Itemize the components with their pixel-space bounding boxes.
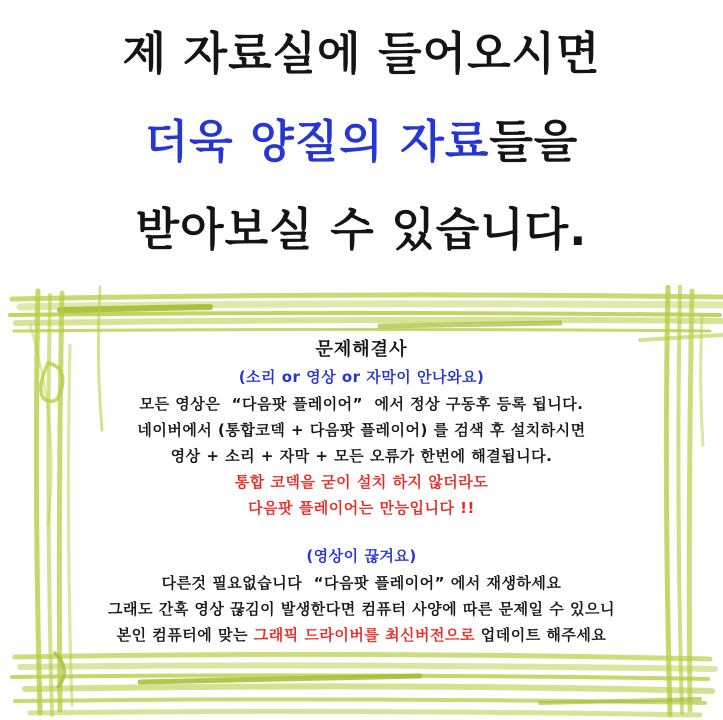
section2-line-3-after: 업데이트 해주세요 xyxy=(475,626,607,644)
troubleshooter-text xyxy=(0,336,723,648)
section2-line-3-red: 그래픽 드라이버를 최신버전으로 xyxy=(253,626,476,644)
section1-heading: (소리 or 영상 or 자막이 안나와요) xyxy=(238,368,485,386)
section-gap xyxy=(0,521,723,543)
header-line-3: 받아보실 수 있습니다. xyxy=(135,203,588,256)
header-line-2-rest: 들을 xyxy=(489,115,579,168)
section1-line-3: 영상 + 소리 + 자막 + 모든 오류가 한번에 해결됩니다. xyxy=(170,447,553,465)
troubleshooter-panel xyxy=(0,285,723,720)
troubleshooter-title: 문제해결사 xyxy=(315,339,408,360)
header-line-2 xyxy=(0,98,723,186)
section2-line-3-before: 본인 컴퓨터에 맞는 xyxy=(116,626,254,644)
section2-line-3 xyxy=(0,622,723,648)
section2-line-2: 그래도 간혹 영상 끊김이 발생한다면 컴퓨터 사양에 따른 문제일 수 있으니 xyxy=(108,600,615,618)
header-message xyxy=(0,10,723,274)
section2-heading: (영상이 끊겨요) xyxy=(306,547,417,565)
header-line-2-highlight: 더욱 양질의 자료 xyxy=(144,115,490,168)
section1-red-line-1: 통합 코덱을 굳이 설치 하지 않더라도 xyxy=(234,473,489,491)
section1-line-1: 모든 영상은 “다음팟 플레이어” 에서 정상 구동후 등록 됩니다. xyxy=(139,395,584,413)
section1-red-line-2: 다음팟 플레이어는 만능입니다 !! xyxy=(248,499,475,517)
header-line-1: 제 자료실에 들어오시면 xyxy=(122,27,601,80)
section1-line-2: 네이버에서 (통합코덱 + 다음팟 플레이어) 를 검색 후 설치하시면 xyxy=(137,421,586,439)
section2-line-1: 다른것 필요없습니다 “다음팟 플레이어” 에서 재생하세요 xyxy=(161,574,562,592)
